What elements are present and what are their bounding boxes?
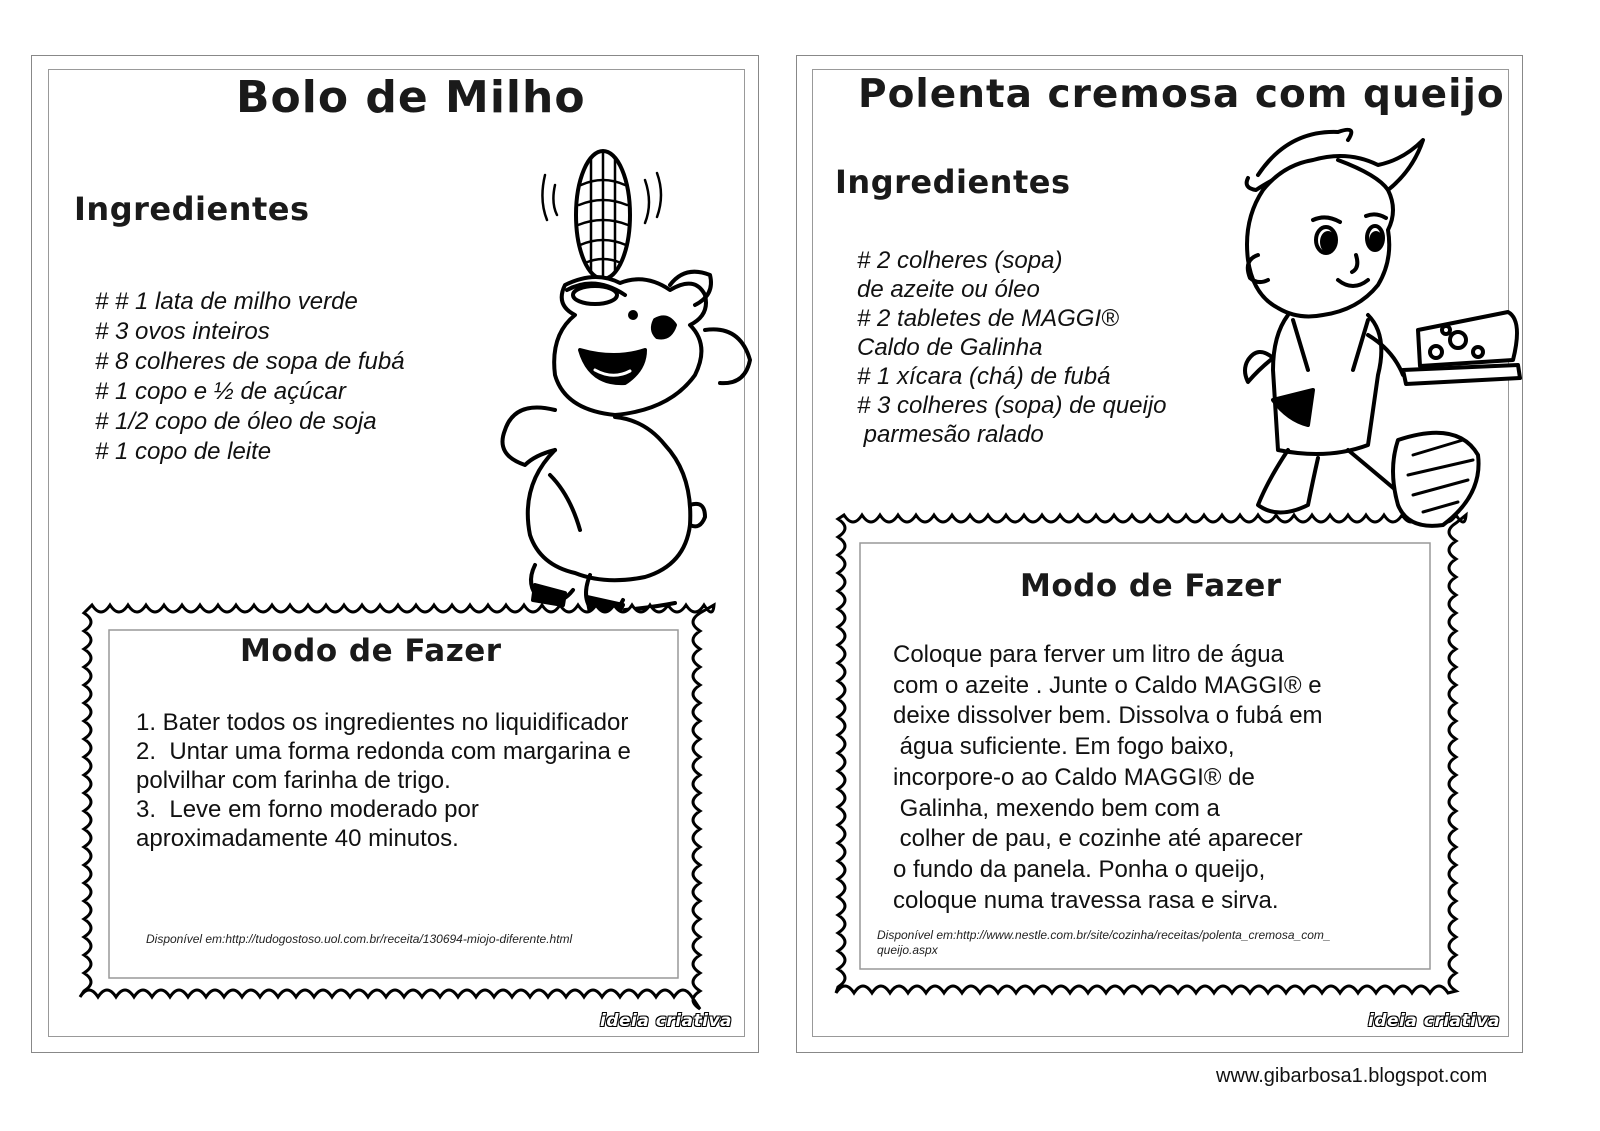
footer-blog-url[interactable]: www.gibarbosa1.blogspot.com xyxy=(1216,1065,1488,1087)
left-method-steps xyxy=(136,708,631,853)
method-step-line: aproximadamente 40 minutos. xyxy=(136,825,459,852)
ingredient-item: Caldo de Galinha xyxy=(857,334,1043,361)
method-step-line: com o azeite . Junte o Caldo MAGGI® e xyxy=(893,671,1322,699)
ingredient-item: # 8 colheres de sopa de fubá xyxy=(95,348,405,375)
method-step-line: 3. Leve em forno moderado por xyxy=(136,796,479,823)
left-method-heading: Modo de Fazer xyxy=(240,633,502,669)
right-source-citation xyxy=(877,928,1331,958)
ingredient-item: # 1 copo e ½ de açúcar xyxy=(95,378,346,405)
boy-chef-with-cheese-illustration xyxy=(1228,120,1528,535)
right-source-line-1: Disponível em:http://www.nestle.com.br/site/cozinha/receitas/polenta_cremosa_com_ xyxy=(877,928,1331,942)
left-ideia-criativa-badge: ideia criativa xyxy=(600,1011,733,1031)
ingredient-item: # 1 copo de leite xyxy=(95,438,272,465)
left-source-citation: Disponível em:http://tudogostoso.uol.com.br/receita/130694-miojo-diferente.html xyxy=(146,932,573,946)
pig-with-corn-illustration xyxy=(495,145,760,620)
ingredient-item: # 2 tabletes de MAGGI® xyxy=(857,305,1119,332)
method-step-line: água suficiente. Em fogo baixo, xyxy=(893,733,1235,761)
method-step-line: 2. Untar uma forma redonda com margarina e xyxy=(136,738,631,765)
right-method-heading: Modo de Fazer xyxy=(1020,568,1282,604)
method-step-line: 1. Bater todos os ingredientes no liquidificador xyxy=(136,709,629,736)
ingredient-item: parmesão ralado xyxy=(857,421,1044,448)
right-ingredients-heading: Ingredientes xyxy=(835,163,1071,201)
method-step-line: polvilhar com farinha de trigo. xyxy=(136,767,451,794)
method-step-line: colher de pau, e cozinhe até aparecer xyxy=(893,825,1303,853)
method-step-line: Galinha, mexendo bem com a xyxy=(893,794,1220,822)
method-step-line: incorpore-o ao Caldo MAGGI® de xyxy=(893,763,1255,791)
ingredient-item: de azeite ou óleo xyxy=(857,276,1040,303)
method-step-line: o fundo da panela. Ponha o queijo, xyxy=(893,855,1266,883)
method-step-line: deixe dissolver bem. Dissolva o fubá em xyxy=(893,702,1323,730)
ingredient-item: # # 1 lata de milho verde xyxy=(95,288,358,315)
ingredient-item: # 1/2 copo de óleo de soja xyxy=(95,408,377,435)
right-recipe-title: Polenta cremosa com queijo xyxy=(858,72,1505,117)
left-recipe-title: Bolo de Milho xyxy=(236,72,586,123)
method-step-line: coloque numa travessa rasa e sirva. xyxy=(893,886,1279,914)
right-source-line-2: queijo.aspx xyxy=(877,943,938,957)
ingredient-item: # 2 colheres (sopa) xyxy=(857,247,1063,274)
ingredient-item: # 3 colheres (sopa) de queijo xyxy=(857,392,1167,419)
right-ideia-criativa-badge: ideia criativa xyxy=(1368,1011,1501,1031)
method-step-line: Coloque para ferver um litro de água xyxy=(893,641,1284,668)
left-ingredients-list xyxy=(95,287,405,467)
left-ingredients-heading: Ingredientes xyxy=(74,190,310,228)
right-method-steps xyxy=(893,640,1323,916)
ingredient-item: # 1 xícara (chá) de fubá xyxy=(857,363,1111,390)
ingredient-item: # 3 ovos inteiros xyxy=(95,318,270,345)
right-ingredients-list xyxy=(857,246,1167,449)
